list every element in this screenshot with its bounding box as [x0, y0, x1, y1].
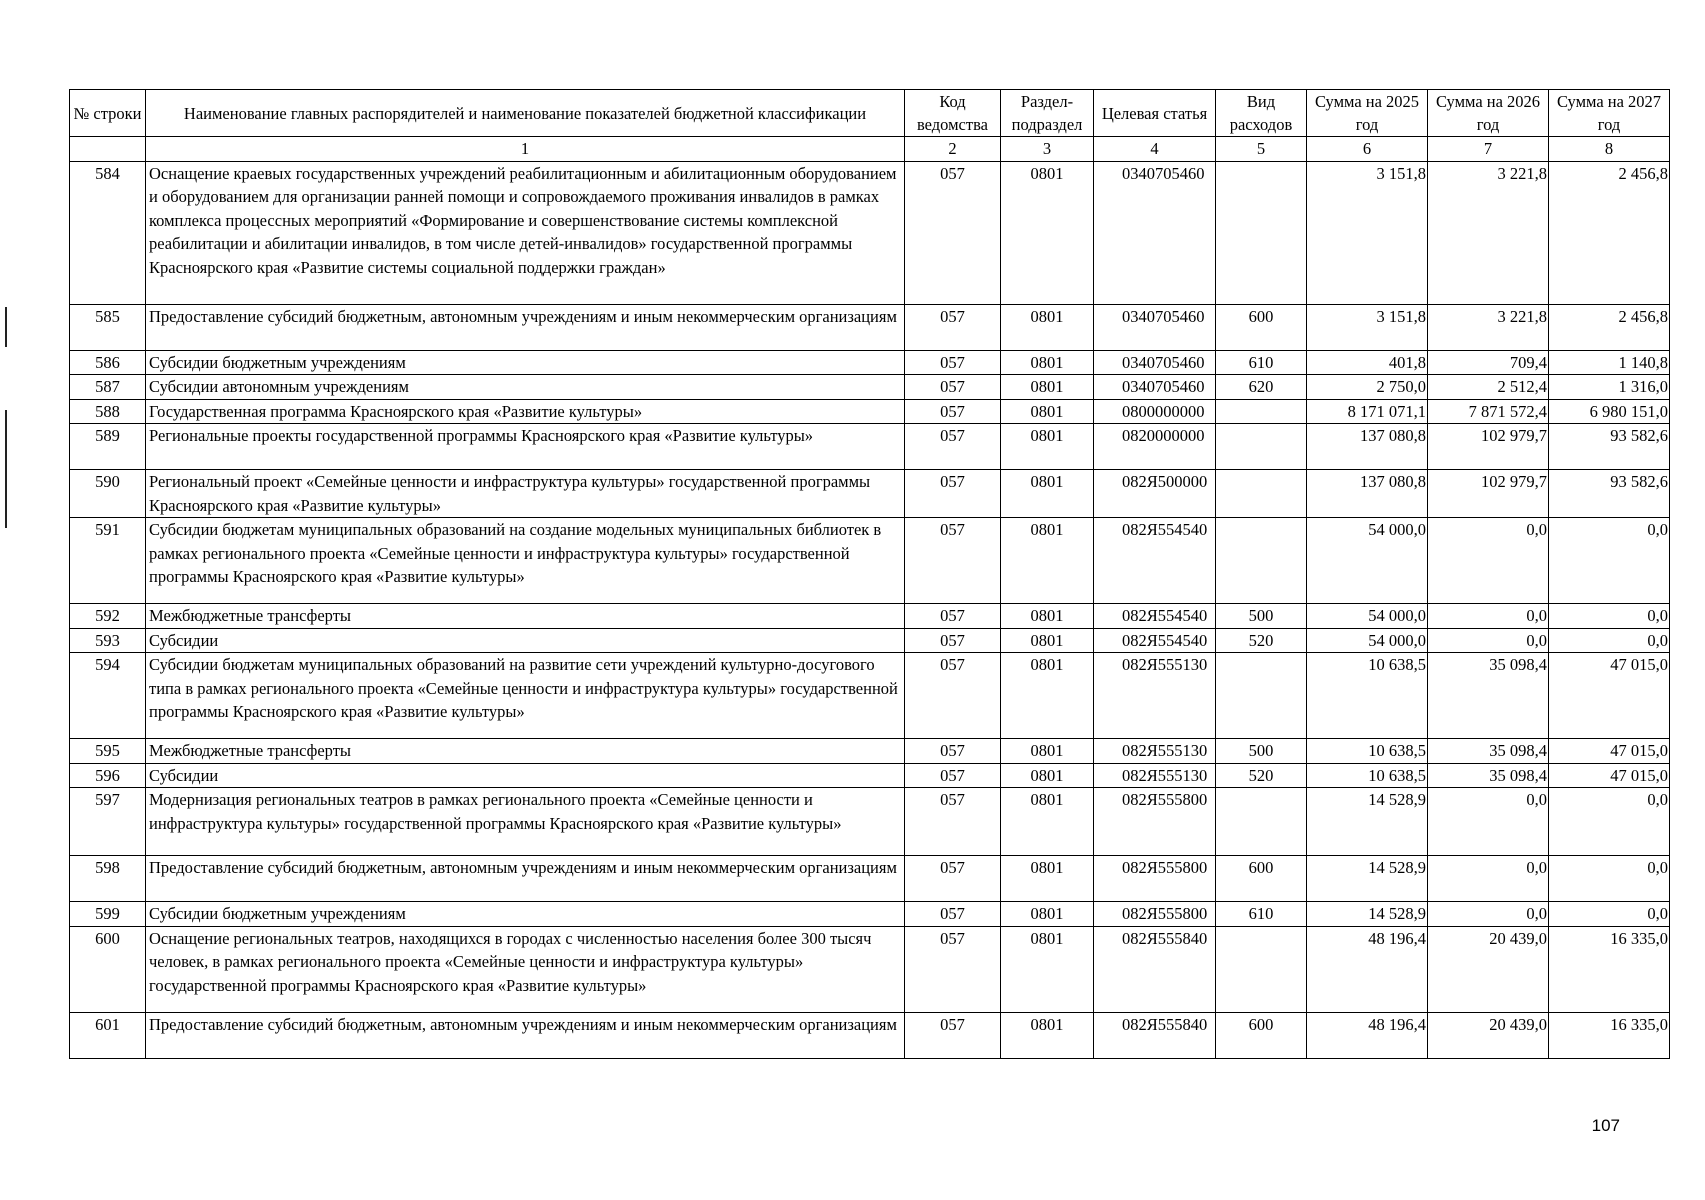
target-article: 082Я554540 [1094, 518, 1216, 604]
expense-type [1216, 161, 1307, 304]
target-article: 0340705460 [1094, 375, 1216, 400]
sum-2025: 54 000,0 [1307, 604, 1428, 629]
expense-type [1216, 926, 1307, 1012]
expense-type: 520 [1216, 763, 1307, 788]
section-code: 0801 [1001, 399, 1094, 424]
sum-2026: 0,0 [1428, 788, 1549, 856]
header-row [70, 90, 1670, 137]
sum-2025: 14 528,9 [1307, 902, 1428, 927]
sum-2027: 0,0 [1549, 604, 1670, 629]
table-row [70, 739, 1670, 764]
header-row-no: № строки [70, 90, 146, 137]
table-row [70, 788, 1670, 856]
table-row [70, 304, 1670, 350]
section-code: 0801 [1001, 856, 1094, 902]
sum-2027: 2 456,8 [1549, 304, 1670, 350]
table-row [70, 902, 1670, 927]
target-article: 082Я554540 [1094, 628, 1216, 653]
row-number: 587 [70, 375, 146, 400]
expense-type: 600 [1216, 856, 1307, 902]
section-code: 0801 [1001, 653, 1094, 739]
sum-2026: 20 439,0 [1428, 1012, 1549, 1058]
row-name: Межбюджетные трансферты [146, 604, 905, 629]
sum-2027: 47 015,0 [1549, 653, 1670, 739]
sum-2027: 2 456,8 [1549, 161, 1670, 304]
dept-code: 057 [905, 653, 1001, 739]
target-article: 0820000000 [1094, 424, 1216, 470]
column-index: 8 [1549, 137, 1670, 162]
dept-code: 057 [905, 424, 1001, 470]
row-number: 594 [70, 653, 146, 739]
target-article: 0340705460 [1094, 304, 1216, 350]
sum-2026: 35 098,4 [1428, 739, 1549, 764]
section-code: 0801 [1001, 375, 1094, 400]
row-name: Модернизация региональных театров в рамках регионального проекта «Семейные ценности и инфраструктура культуры» государственной программы Красноярского края «Развитие культуры» [146, 788, 905, 856]
sum-2025: 3 151,8 [1307, 161, 1428, 304]
table-row [70, 518, 1670, 604]
column-index: 5 [1216, 137, 1307, 162]
sum-2026: 20 439,0 [1428, 926, 1549, 1012]
sum-2027: 47 015,0 [1549, 739, 1670, 764]
sum-2026: 0,0 [1428, 902, 1549, 927]
sum-2027: 0,0 [1549, 628, 1670, 653]
target-article: 082Я555840 [1094, 1012, 1216, 1058]
row-number: 601 [70, 1012, 146, 1058]
page-number: 107 [1591, 1116, 1620, 1135]
sum-2025: 137 080,8 [1307, 424, 1428, 470]
dept-code: 057 [905, 739, 1001, 764]
table-row [70, 763, 1670, 788]
sum-2026: 7 871 572,4 [1428, 399, 1549, 424]
dept-code: 057 [905, 161, 1001, 304]
dept-code: 057 [905, 628, 1001, 653]
expense-type [1216, 424, 1307, 470]
sum-2026: 0,0 [1428, 604, 1549, 629]
sum-2027: 0,0 [1549, 518, 1670, 604]
dept-code: 057 [905, 788, 1001, 856]
row-number: 591 [70, 518, 146, 604]
dept-code: 057 [905, 1012, 1001, 1058]
dept-code: 057 [905, 518, 1001, 604]
sum-2026: 3 221,8 [1428, 161, 1549, 304]
section-code: 0801 [1001, 470, 1094, 518]
header-target: Целевая статья [1094, 90, 1216, 137]
header-sum-2027: Сумма на 2027 год [1549, 90, 1670, 137]
dept-code: 057 [905, 399, 1001, 424]
column-index: 4 [1094, 137, 1216, 162]
row-name: Субсидии автономным учреждениям [146, 375, 905, 400]
column-index-row [70, 137, 1670, 162]
row-name: Предоставление субсидий бюджетным, автономным учреждениям и иным некоммерческим организациям [146, 856, 905, 902]
dept-code: 057 [905, 763, 1001, 788]
target-article: 082Я555130 [1094, 739, 1216, 764]
section-code: 0801 [1001, 304, 1094, 350]
expense-type: 620 [1216, 375, 1307, 400]
target-article: 082Я555800 [1094, 856, 1216, 902]
row-name: Оснащение краевых государственных учреждений реабилитационным и абилитационным оборудованием и оборудованием для организации ранней помощи и сопровождаемого проживания инвалидов в рамках комплекса процессных мероприятий «Формирование и совершенствование системы комплексной реабилитации и абилитации инвалидов, в том числе детей-инвалидов» государственной программы Красноярского края «Развитие системы социальной поддержки граждан» [146, 161, 905, 304]
column-index [70, 137, 146, 162]
target-article: 082Я555800 [1094, 788, 1216, 856]
section-code: 0801 [1001, 161, 1094, 304]
sum-2026: 102 979,7 [1428, 424, 1549, 470]
column-index: 1 [146, 137, 905, 162]
sum-2025: 401,8 [1307, 350, 1428, 375]
sum-2027: 16 335,0 [1549, 926, 1670, 1012]
section-code: 0801 [1001, 763, 1094, 788]
header-sum-2025: Сумма на 2025 год [1307, 90, 1428, 137]
row-name: Субсидии [146, 628, 905, 653]
dept-code: 057 [905, 604, 1001, 629]
expense-type: 520 [1216, 628, 1307, 653]
header-dept-code: Код ведомства [905, 90, 1001, 137]
table-header [70, 90, 1670, 162]
section-code: 0801 [1001, 926, 1094, 1012]
row-number: 597 [70, 788, 146, 856]
sum-2027: 1 316,0 [1549, 375, 1670, 400]
sum-2026: 0,0 [1428, 518, 1549, 604]
row-name: Субсидии бюджетам муниципальных образований на развитие сети учреждений культурно-досугового типа в рамках регионального проекта «Семейные ценности и инфраструктура культуры» государственной программы Красноярского края «Развитие культуры» [146, 653, 905, 739]
expense-type: 600 [1216, 304, 1307, 350]
column-index: 3 [1001, 137, 1094, 162]
sum-2027: 93 582,6 [1549, 470, 1670, 518]
expense-type [1216, 518, 1307, 604]
row-name: Оснащение региональных театров, находящихся в городах с численностью населения более 300 тысяч человек, в рамках регионального проекта «Семейные ценности и инфраструктура культуры» государственной программы Красноярского края «Развитие культуры» [146, 926, 905, 1012]
target-article: 0340705460 [1094, 161, 1216, 304]
sum-2027: 0,0 [1549, 902, 1670, 927]
table-row [70, 399, 1670, 424]
row-name: Субсидии бюджетным учреждениям [146, 902, 905, 927]
table-row [70, 161, 1670, 304]
sum-2026: 35 098,4 [1428, 653, 1549, 739]
row-number: 592 [70, 604, 146, 629]
section-code: 0801 [1001, 1012, 1094, 1058]
table-row [70, 424, 1670, 470]
target-article: 082Я555840 [1094, 926, 1216, 1012]
expense-type [1216, 653, 1307, 739]
sum-2026: 2 512,4 [1428, 375, 1549, 400]
sum-2025: 3 151,8 [1307, 304, 1428, 350]
target-article: 0340705460 [1094, 350, 1216, 375]
sum-2025: 137 080,8 [1307, 470, 1428, 518]
header-section: Раздел-подраздел [1001, 90, 1094, 137]
row-name: Предоставление субсидий бюджетным, автономным учреждениям и иным некоммерческим организациям [146, 304, 905, 350]
sum-2027: 0,0 [1549, 788, 1670, 856]
column-index: 7 [1428, 137, 1549, 162]
sum-2026: 709,4 [1428, 350, 1549, 375]
table-row [70, 470, 1670, 518]
target-article: 082Я555800 [1094, 902, 1216, 927]
row-number: 595 [70, 739, 146, 764]
row-name: Предоставление субсидий бюджетным, автономным учреждениям и иным некоммерческим организациям [146, 1012, 905, 1058]
table-row [70, 1012, 1670, 1058]
row-number: 600 [70, 926, 146, 1012]
table-row [70, 628, 1670, 653]
table-row [70, 604, 1670, 629]
section-code: 0801 [1001, 628, 1094, 653]
dept-code: 057 [905, 350, 1001, 375]
row-name: Региональный проект «Семейные ценности и инфраструктура культуры» государственной программы Красноярского края «Развитие культуры» [146, 470, 905, 518]
row-name: Субсидии бюджетам муниципальных образований на создание модельных муниципальных библиотек в рамках регионального проекта «Семейные ценности и инфраструктура культуры» государственной программы Красноярского края «Развитие культуры» [146, 518, 905, 604]
expense-type [1216, 470, 1307, 518]
scan-margin-mark [5, 307, 7, 347]
sum-2025: 48 196,4 [1307, 926, 1428, 1012]
sum-2025: 54 000,0 [1307, 628, 1428, 653]
dept-code: 057 [905, 856, 1001, 902]
sum-2027: 93 582,6 [1549, 424, 1670, 470]
target-article: 0800000000 [1094, 399, 1216, 424]
sum-2027: 47 015,0 [1549, 763, 1670, 788]
header-name: Наименование главных распорядителей и наименование показателей бюджетной классификации [146, 90, 905, 137]
table-row [70, 926, 1670, 1012]
target-article: 082Я500000 [1094, 470, 1216, 518]
row-name: Межбюджетные трансферты [146, 739, 905, 764]
sum-2025: 10 638,5 [1307, 653, 1428, 739]
row-number: 598 [70, 856, 146, 902]
sum-2025: 10 638,5 [1307, 763, 1428, 788]
section-code: 0801 [1001, 424, 1094, 470]
header-expense-type: Вид расходов [1216, 90, 1307, 137]
expense-type: 610 [1216, 902, 1307, 927]
sum-2026: 3 221,8 [1428, 304, 1549, 350]
section-code: 0801 [1001, 518, 1094, 604]
section-code: 0801 [1001, 902, 1094, 927]
row-number: 585 [70, 304, 146, 350]
row-number: 593 [70, 628, 146, 653]
row-number: 599 [70, 902, 146, 927]
dept-code: 057 [905, 470, 1001, 518]
expense-type: 500 [1216, 604, 1307, 629]
row-number: 589 [70, 424, 146, 470]
sum-2025: 48 196,4 [1307, 1012, 1428, 1058]
row-number: 586 [70, 350, 146, 375]
row-number: 590 [70, 470, 146, 518]
row-name: Государственная программа Красноярского края «Развитие культуры» [146, 399, 905, 424]
expense-type: 610 [1216, 350, 1307, 375]
scan-margin-mark [5, 410, 7, 528]
expense-type [1216, 788, 1307, 856]
sum-2025: 10 638,5 [1307, 739, 1428, 764]
dept-code: 057 [905, 902, 1001, 927]
row-name: Субсидии бюджетным учреждениям [146, 350, 905, 375]
section-code: 0801 [1001, 604, 1094, 629]
row-name: Субсидии [146, 763, 905, 788]
sum-2027: 6 980 151,0 [1549, 399, 1670, 424]
sum-2027: 16 335,0 [1549, 1012, 1670, 1058]
sum-2025: 14 528,9 [1307, 788, 1428, 856]
target-article: 082Я555130 [1094, 653, 1216, 739]
table-row [70, 350, 1670, 375]
table-row [70, 653, 1670, 739]
header-sum-2026: Сумма на 2026 год [1428, 90, 1549, 137]
sum-2026: 0,0 [1428, 628, 1549, 653]
row-number: 584 [70, 161, 146, 304]
sum-2027: 1 140,8 [1549, 350, 1670, 375]
target-article: 082Я554540 [1094, 604, 1216, 629]
sum-2026: 0,0 [1428, 856, 1549, 902]
section-code: 0801 [1001, 350, 1094, 375]
table-body [70, 161, 1670, 1058]
section-code: 0801 [1001, 788, 1094, 856]
dept-code: 057 [905, 375, 1001, 400]
row-number: 588 [70, 399, 146, 424]
expense-type: 600 [1216, 1012, 1307, 1058]
row-name: Региональные проекты государственной программы Красноярского края «Развитие культуры» [146, 424, 905, 470]
sum-2025: 14 528,9 [1307, 856, 1428, 902]
sum-2026: 102 979,7 [1428, 470, 1549, 518]
table-row [70, 375, 1670, 400]
budget-table [69, 89, 1670, 1059]
expense-type [1216, 399, 1307, 424]
dept-code: 057 [905, 304, 1001, 350]
sum-2025: 8 171 071,1 [1307, 399, 1428, 424]
sum-2027: 0,0 [1549, 856, 1670, 902]
table-row [70, 856, 1670, 902]
sum-2026: 35 098,4 [1428, 763, 1549, 788]
dept-code: 057 [905, 926, 1001, 1012]
expense-type: 500 [1216, 739, 1307, 764]
column-index: 6 [1307, 137, 1428, 162]
section-code: 0801 [1001, 739, 1094, 764]
target-article: 082Я555130 [1094, 763, 1216, 788]
sum-2025: 2 750,0 [1307, 375, 1428, 400]
sum-2025: 54 000,0 [1307, 518, 1428, 604]
column-index: 2 [905, 137, 1001, 162]
row-number: 596 [70, 763, 146, 788]
